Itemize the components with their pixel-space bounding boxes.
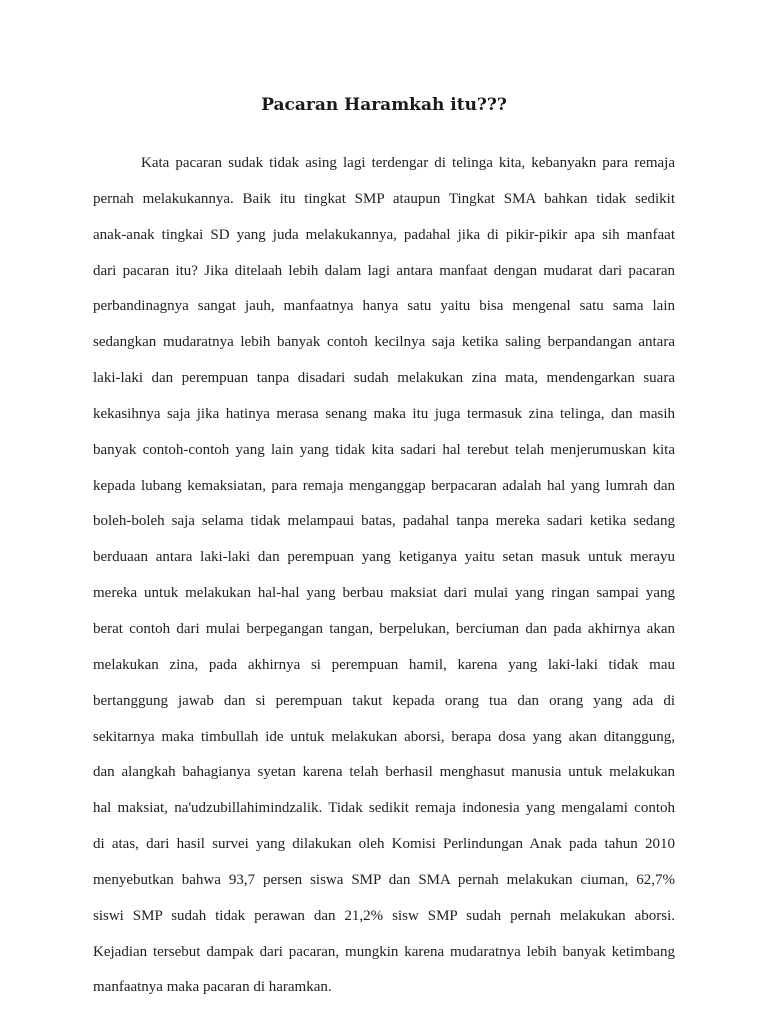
paragraph-line: pernah melakukannya. Baik itu tingkat SMP ataupun Tingkat SMA bahkan tidak sedikit bbox=[93, 190, 675, 207]
paragraph-line: sekitarnya maka timbullah ide untuk melakukan aborsi, berapa dosa yang akan ditanggung, bbox=[93, 728, 675, 745]
paragraph-line: perbandinagnya sangat jauh, manfaatnya hanya satu yaitu bisa mengenal satu sama lain bbox=[93, 298, 675, 315]
paragraph-line: siswi SMP sudah tidak perawan dan 21,2% sisw SMP sudah pernah melakukan aborsi. bbox=[93, 907, 675, 924]
paragraph-line: melakukan zina, pada akhirnya si perempuan hamil, karena yang laki-laki tidak mau bbox=[93, 656, 675, 673]
paragraph-line: sedangkan mudaratnya lebih banyak contoh kecilnya saja ketika saling berpandangan antara bbox=[93, 334, 675, 351]
document-body bbox=[93, 146, 675, 1006]
paragraph-line: bertanggung jawab dan si perempuan takut kepada orang tua dan orang yang ada di bbox=[93, 692, 675, 709]
paragraph-line: boleh-boleh saja selama tidak melampaui batas, padahal tanpa mereka sadari ketika sedang bbox=[93, 513, 675, 530]
paragraph-line: Kata pacaran sudak tidak asing lagi terdengar di telinga kita, kebanyakn para remaja bbox=[141, 155, 675, 171]
paragraph-line: di atas, dari hasil survei yang dilakukan oleh Komisi Perlindungan Anak pada tahun 2010 bbox=[93, 836, 675, 853]
paragraph-line: banyak contoh-contoh yang lain yang tidak kita sadari hal terebut telah menjerumuskan kita bbox=[93, 441, 675, 458]
paragraph-line: anak-anak tingkai SD yang juda melakukannya, padahal jika di pikir-pikir apa sih manfaat bbox=[93, 226, 675, 243]
paragraph-line: berduaan antara laki-laki dan perempuan yang ketiganya yaitu setan masuk untuk merayu bbox=[93, 549, 675, 566]
paragraph-line: manfaatnya maka pacaran di haramkan. bbox=[93, 979, 332, 996]
paragraph-line: berat contoh dari mulai berpegangan tangan, berpelukan, berciuman dan pada akhirnya akan bbox=[93, 620, 675, 637]
document-title: Pacaran Haramkah itu??? bbox=[261, 95, 507, 115]
paragraph-line: laki-laki dan perempuan tanpa disadari sudah melakukan zina mata, mendengarkan suara bbox=[93, 370, 675, 387]
paragraph-line: hal maksiat, na'udzubillahimindzalik. Tidak sedikit remaja indonesia yang mengalami contoh bbox=[93, 800, 675, 817]
paragraph-line: dari pacaran itu? Jika ditelaah lebih dalam lagi antara manfaat dengan mudarat dari pacaran bbox=[93, 262, 675, 279]
paragraph-line: menyebutkan bahwa 93,7 persen siswa SMP dan SMA pernah melakukan ciuman, 62,7% bbox=[93, 871, 675, 888]
paragraph-line: Kejadian tersebut dampak dari pacaran, mungkin karena mudaratnya lebih banyak ketimbang bbox=[93, 943, 675, 960]
paragraph-line: dan alangkah bahagianya syetan karena telah berhasil menghasut manusia untuk melakukan bbox=[93, 764, 675, 781]
paragraph-line: kekasihnya saja jika hatinya merasa senang maka itu juga termasuk zina telinga, dan masih bbox=[93, 405, 675, 422]
paragraph-line: kepada lubang kemaksiatan, para remaja menganggap berpacaran adalah hal yang lumrah dan bbox=[93, 477, 675, 494]
paragraph-line: mereka untuk melakukan hal-hal yang berbau maksiat dari mulai yang ringan sampai yang bbox=[93, 585, 675, 602]
